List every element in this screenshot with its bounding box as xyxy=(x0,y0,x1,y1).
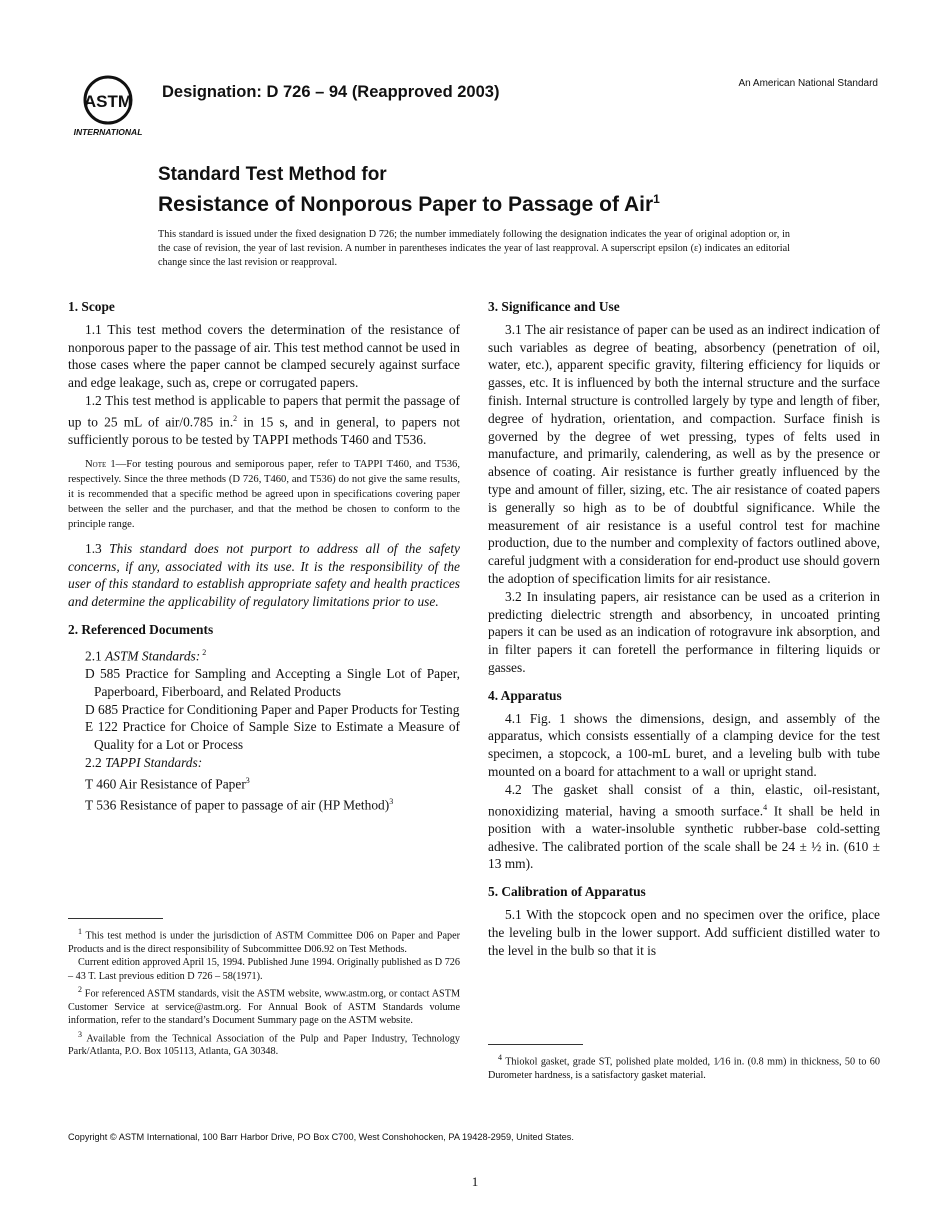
copyright: Copyright © ASTM International, 100 Barr Harbor Drive, PO Box C700, West Conshohocken, PA 19428-2959, United States. xyxy=(68,1132,574,1142)
reference-item: E 122 Practice for Choice of Sample Size to Estimate a Measure of Quality for a Lot or Process xyxy=(85,719,460,753)
subsection-number: 2.1 xyxy=(85,648,106,664)
section-scope xyxy=(68,298,460,611)
note-text: 1—For testing pourous and semiporous paper, refer to TAPPI T460, and T536, respectively. Since the three methods (D 726, T460, and T536) do not give the same results, it is recommended that a specific method be agreed upon in specifications covering paper between the seller and the purchaser, and that the method be chosen to conform to the principle range. xyxy=(68,458,460,530)
reference-item xyxy=(68,793,460,814)
title-text: Resistance of Nonporous Paper to Passage of Air xyxy=(158,193,654,216)
footnote-mark: 3 xyxy=(245,775,250,785)
paragraph: 3.2 In insulating papers, air resistance can be used as a criterion in predicting dielectric strength and absorbency, in uncoated printing papers it can be used as an indication of rotogravure ink absorption, and in filter papers it can foretell the performance in filtering liquids or gasses. xyxy=(488,588,880,675)
section-heading: 5. Calibration of Apparatus xyxy=(488,884,646,900)
footnotes-right xyxy=(488,1044,880,1082)
paragraph-text: It shall be held in position with a water-insoluble synthetic rubber-base cold-setting adhesive. The calibrated portion of the scale shall be 24 ± ½ in. (610 ± 13 mm). xyxy=(488,802,880,872)
footnote xyxy=(68,983,460,1028)
section-heading: 2. Referenced Documents xyxy=(68,622,214,638)
footnote-text: Available from the Technical Association of the Pulp and Paper Industry, Technology Park/Atlanta, P.O. Box 105113, Atlanta, GA 30348. xyxy=(68,1033,460,1058)
astm-logo xyxy=(68,74,150,138)
title-line-1: Standard Test Method for xyxy=(158,164,387,185)
section-significance xyxy=(488,298,880,677)
paragraph: 5.1 With the stopcock open and no specimen over the orifice, place the leveling bulb in the lower support. Add sufficient distilled water to the level in the bulb so that it is xyxy=(488,906,880,958)
subsection xyxy=(68,644,460,665)
paragraph: 4.1 Fig. 1 shows the dimensions, design, and assembly of the apparatus, which consists essentially of a clamping device for the test specimen, a stopcock, a 100-mL buret, and a leveling bulb with tube mounted on a board for attachment to a wall or upright stand. xyxy=(488,710,880,779)
paragraph: 1.1 This test method covers the determination of the resistance of nonporous paper to the passage of air. This test method cannot be used in those cases where the paper cannot be clamped securely against surface and edge leakage, such as, crepe or corrugated papers. xyxy=(68,321,460,391)
section-heading: 3. Significance and Use xyxy=(488,299,620,314)
designation: Designation: D 726 – 94 (Reapproved 2003) xyxy=(162,83,500,101)
subsection-number: 2.2 xyxy=(85,755,106,771)
paragraph xyxy=(68,540,460,611)
subsection-label: TAPPI Standards: xyxy=(105,755,203,771)
section-calibration xyxy=(488,883,880,959)
title-line-2 xyxy=(158,187,660,217)
footnote-text: Thiokol gasket, grade ST, polished plate molded, 1⁄16 in. (0.8 mm) in thickness, 50 to 60 Durometer hardness, is a satisfactory gasket material. xyxy=(488,1056,880,1081)
footnotes-left xyxy=(68,918,460,1059)
footnote-text: For referenced ASTM standards, visit the ASTM website, www.astm.org, or contact ASTM Customer Service at service@astm.org. For Annual Book of ASTM Standards volume information, refer to the standard’s Document Summary page on the ASTM website. xyxy=(68,988,460,1027)
page-number: 1 xyxy=(471,1174,479,1189)
note-label: Note xyxy=(85,458,107,470)
document-title xyxy=(158,163,660,217)
footnote-mark: 1 xyxy=(78,927,82,936)
footnote-text: This test method is under the jurisdiction of ASTM Committee D06 on Paper and Paper Products and is the direct responsibility of Subcommittee D06.92 on Test Methods. xyxy=(68,930,460,955)
paragraph-text: 4.2 The gasket shall consist of a thin, elastic, oil-resistant, nonoxidizing material, having a smooth surface. xyxy=(488,781,880,818)
section-referenced-documents xyxy=(68,621,460,814)
footnote xyxy=(488,1051,880,1082)
footnote: Current edition approved April 15, 1994. Published June 1994. Originally published as D 726 – 43 T. Last previous edition D 726 – 58(1971). xyxy=(68,957,460,982)
paragraph-text: This standard does not purport to address all of the safety concerns, if any, associated with its use. It is the responsibility of the user of this standard to establish appropriate safety and health practices and determine the applicability of regulatory limitations prior to use. xyxy=(68,540,460,610)
reference-item: D 585 Practice for Sampling and Accepting a Single Lot of Paper, Paperboard, Fiberboard, and Related Products xyxy=(85,666,460,699)
footnote-mark: 4 xyxy=(763,802,768,812)
section-apparatus xyxy=(488,687,880,873)
footnote-mark: 3 xyxy=(389,797,394,807)
paragraph-number: 1.3 xyxy=(85,540,110,556)
paragraph-text: in 15 s, and in general, to papers not sufficiently porous to be tested by TAPPI methods T460 and T536. xyxy=(68,414,460,448)
paragraph xyxy=(68,392,460,449)
logo-text: ASTM xyxy=(83,92,133,111)
footnote xyxy=(68,1028,460,1059)
footnote-divider xyxy=(488,1044,583,1045)
subsection xyxy=(68,754,460,772)
reference-item xyxy=(68,772,460,793)
footnote-mark: 4 xyxy=(498,1053,502,1062)
note xyxy=(68,457,460,532)
logo-subtext: INTERNATIONAL xyxy=(73,127,143,137)
reference-text: T 536 Resistance of paper to passage of air (HP Method) xyxy=(85,797,390,813)
section-heading: 4. Apparatus xyxy=(488,687,562,703)
footnote-mark: 2 xyxy=(200,647,207,657)
footnote-mark: 3 xyxy=(78,1029,82,1039)
reference-text: T 460 Air Resistance of Paper xyxy=(85,776,246,792)
paragraph: 3.1 The air resistance of paper can be used as an indirect indication of such variables as degree of beating, absorbency (penetration of oil, water, etc.), apparent specific gravity, filtering efficiency for liquids or gasses, etc. It is influenced by both the internal structure and the surface finish. Internal structure is controlled largely by type and length of fiber, degree of hydration, orientation, and compaction. Surface finish is governed by the degree of wet pressing, types of felts used in manufacture, and primarily, calendering, as well as by the presence or absence of coating. Air resistance is further greatly influenced by the type and amount of filler, sizing, etc. The air resistance of coated papers is generally so high as to be of doubtful significance. While the measurement of air resistance is a useful control test for machine production, due to the number and complexity of factors outlined above, careful judgment with a consideration for end-product use should govern the adoption of specification limits for air resistance. xyxy=(488,321,880,586)
title-footnote-mark: 1 xyxy=(653,192,660,206)
right-column xyxy=(488,298,880,969)
left-column xyxy=(68,298,460,824)
footnote xyxy=(68,925,460,956)
paragraph xyxy=(488,781,880,873)
footnote-mark: 2 xyxy=(78,985,82,995)
subsection-label: ASTM Standards: xyxy=(105,648,201,664)
paragraph-text: 1.2 This test method is applicable to papers that permit the passage of up to 25 mL of air/0.785 in. xyxy=(68,392,460,430)
section-heading: 1. Scope xyxy=(68,299,115,314)
footnote-mark: 2 xyxy=(233,413,238,423)
issued-note: This standard is issued under the fixed designation D 726; the number immediately following the designation indicates the year of original adoption or, in the case of revision, the year of last revision. A number in parentheses indicates the year of last reapproval. A superscript epsilon (ε) indicates an editorial change since the last revision or reapproval. xyxy=(158,229,790,268)
footnote-divider xyxy=(68,918,163,919)
national-standard-label: An American National Standard xyxy=(738,78,878,89)
reference-item: D 685 Practice for Conditioning Paper and Paper Products for Testing xyxy=(85,701,460,717)
